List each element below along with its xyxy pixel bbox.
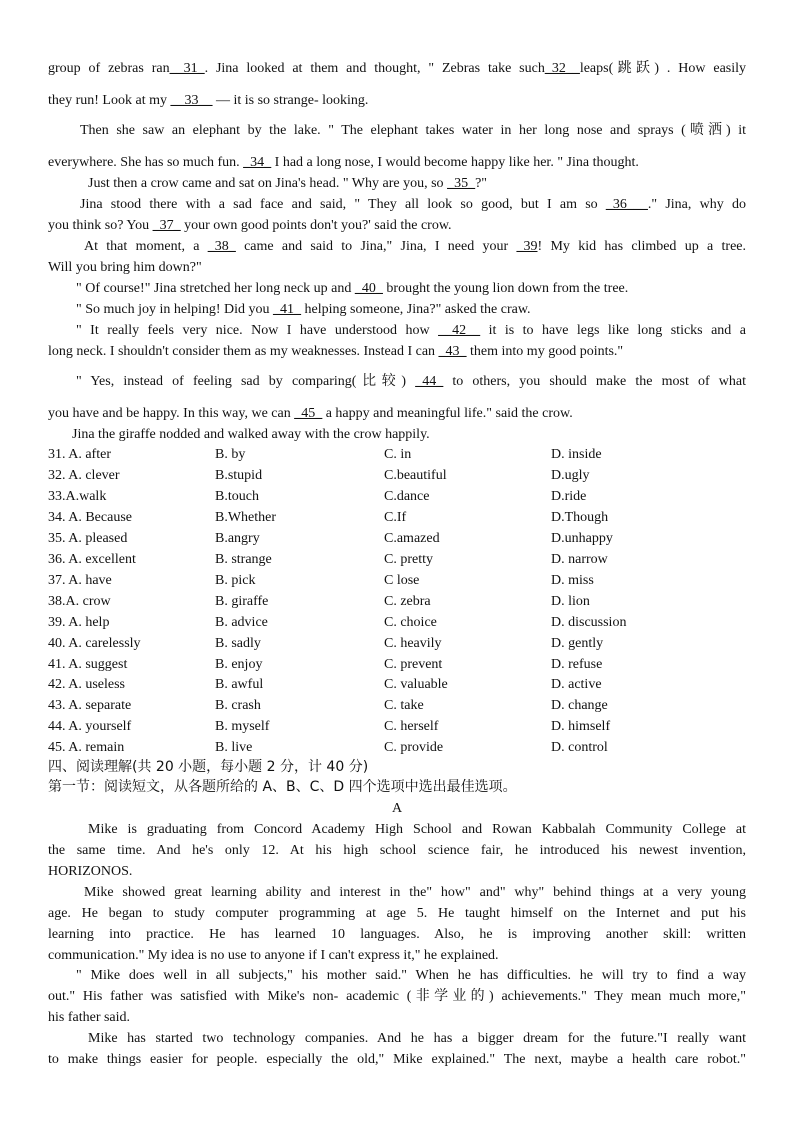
option-d[interactable]: D. control [551, 740, 608, 755]
option-d[interactable]: D.ugly [551, 468, 590, 483]
passage-line: age. He began to study computer programming at age 5. He taught himself on the Internet and put his [48, 906, 746, 921]
option-a[interactable]: 40. A. carelessly [48, 636, 141, 651]
passage-line: the same time. And he's only 12. At his high school science fair, he introduced his newest invention, [48, 843, 746, 858]
blank-45[interactable]: _45_ [294, 406, 323, 421]
blank-36[interactable]: _36___ [605, 197, 648, 212]
option-b[interactable]: B. giraffe [215, 594, 269, 609]
option-b[interactable]: B.angry [215, 531, 260, 546]
blank-39[interactable]: _39 [516, 239, 538, 254]
story-line: Then she saw an elephant by the lake. " The elephant takes water in her long nose and sprays (喷洒) it [80, 123, 746, 138]
passage-line: Mike showed great learning ability and interest in the" how" and" why" behind things at a very young [84, 885, 746, 900]
option-d[interactable]: D. refuse [551, 657, 603, 672]
option-c[interactable]: C. prevent [384, 657, 443, 672]
option-c[interactable]: C. herself [384, 719, 439, 734]
option-c[interactable]: C. valuable [384, 677, 448, 692]
blank-42[interactable]: __42__ [438, 323, 481, 338]
option-c[interactable]: C. provide [384, 740, 444, 755]
option-c[interactable]: C.If [384, 510, 407, 525]
option-b[interactable]: B.Whether [215, 510, 277, 525]
option-a[interactable]: 41. A. suggest [48, 657, 128, 672]
option-a[interactable]: 32. A. clever [48, 468, 120, 483]
option-c[interactable]: C. heavily [384, 636, 442, 651]
story-line: " It really feels very nice. Now I have understood how __42__ it is to have legs like long sticks and a [76, 323, 746, 338]
option-b[interactable]: B.stupid [215, 468, 263, 483]
blank-35[interactable]: _35_ [447, 176, 476, 191]
passage-line: " Mike does well in all subjects," his mother said." When he has difficulties. he will try to find a way [76, 968, 746, 983]
option-b[interactable]: B. sadly [215, 636, 261, 651]
blank-37[interactable]: _37_ [152, 218, 181, 233]
option-b[interactable]: B. myself [215, 719, 270, 734]
option-c[interactable]: C.beautiful [384, 468, 447, 483]
story-line: everywhere. She has so much fun. _34_ I had a long nose, I would become happy like her. " Jina thought. [48, 155, 639, 170]
story-line: " Yes, instead of feeling sad by comparing(比较) _44_ to others, you should make the most of what [76, 374, 746, 389]
story-line: you have and be happy. In this way, we can _45_ a happy and meaningful life." said the crow. [48, 406, 573, 421]
option-d[interactable]: D. lion [551, 594, 590, 609]
blank-34[interactable]: _34_ [243, 155, 272, 170]
passage-line: learning into practice. He has learned 10 languages. Also, he is improving another skill: written [48, 927, 746, 942]
option-d[interactable]: D. inside [551, 447, 602, 462]
option-b[interactable]: B. by [215, 447, 246, 462]
option-d[interactable]: D. change [551, 698, 608, 713]
blank-44[interactable]: _44_ [415, 374, 444, 389]
passage-label: A [391, 801, 403, 816]
passage-line: his father said. [48, 1010, 131, 1025]
story-line: they run! Look at my __33__ — it is so strange- looking. [48, 93, 369, 108]
option-d[interactable]: D.ride [551, 489, 587, 504]
story-line: Jina stood there with a sad face and said, " They all look so good, but I am so _36___." Jina, why do [80, 197, 746, 212]
story-line: Will you bring him down?" [48, 260, 202, 275]
option-a[interactable]: 42. A. useless [48, 677, 125, 692]
option-a[interactable]: 39. A. help [48, 615, 110, 630]
option-c[interactable]: C.amazed [384, 531, 440, 546]
passage-line: Mike is graduating from Concord Academy High School and Rowan Kabbalah Community College at [88, 822, 746, 837]
section-heading: 四、阅读理解(共 20 小题，每小题 2 分，计 40 分) [48, 759, 369, 775]
story-line: you think so? You _37_ your own good points don't you?' said the crow. [48, 218, 452, 233]
story-line: Jina the giraffe nodded and walked away with the crow happily. [72, 427, 430, 442]
story-line: " Of course!" Jina stretched her long neck up and _40_ brought the young lion down from the tree. [76, 281, 629, 296]
story-line: group of zebras ran__31_. Jina looked at them and thought, " Zebras take such_32__leaps(跳跃) . How easily [48, 61, 747, 76]
option-a[interactable]: 43. A. separate [48, 698, 132, 713]
option-b[interactable]: B. strange [215, 552, 272, 567]
option-a[interactable]: 36. A. excellent [48, 552, 136, 567]
option-c[interactable]: C. choice [384, 615, 437, 630]
option-d[interactable]: D.Though [551, 510, 609, 525]
option-b[interactable]: B. crash [215, 698, 261, 713]
option-b[interactable]: B. awful [215, 677, 264, 692]
option-b[interactable]: B.touch [215, 489, 259, 504]
option-a[interactable]: 45. A. remain [48, 740, 125, 755]
blank-38[interactable]: _38_ [207, 239, 236, 254]
passage-line: Mike has started two technology companies. And he has a bigger dream for the future."I really want [88, 1031, 746, 1046]
option-a[interactable]: 37. A. have [48, 573, 112, 588]
blank-41[interactable]: _41_ [273, 302, 302, 317]
passage-line: HORIZONOS. [48, 864, 133, 879]
blank-40[interactable]: _40_ [354, 281, 383, 296]
option-c[interactable]: C. zebra [384, 594, 431, 609]
blank-31[interactable]: __31_ [169, 61, 205, 76]
option-c[interactable]: C. take [384, 698, 424, 713]
option-a[interactable]: 33.A.walk [48, 489, 107, 504]
option-d[interactable]: D. narrow [551, 552, 608, 567]
option-d[interactable]: D. gently [551, 636, 604, 651]
option-b[interactable]: B. live [215, 740, 253, 755]
passage-line: out." His father was satisfied with Mike's non- academic (非学业的) achievements." They mean much more," [48, 989, 746, 1004]
option-a[interactable]: 35. A. pleased [48, 531, 128, 546]
option-c[interactable]: C lose [384, 573, 420, 588]
story-line: At that moment, a _38_ came and said to Jina," Jina, I need your _39! My kid has climbed up a tree. [84, 239, 747, 254]
option-a[interactable]: 34. A. Because [48, 510, 132, 525]
option-c[interactable]: C. pretty [384, 552, 433, 567]
option-d[interactable]: D. discussion [551, 615, 627, 630]
option-a[interactable]: 38.A. crow [48, 594, 111, 609]
option-d[interactable]: D. miss [551, 573, 594, 588]
option-b[interactable]: B. advice [215, 615, 268, 630]
option-a[interactable]: 31. A. after [48, 447, 111, 462]
story-line: long neck. I shouldn't consider them as my weaknesses. Instead I can _43_ them into my good points." [48, 344, 624, 359]
option-d[interactable]: D.unhappy [551, 531, 613, 546]
blank-33[interactable]: __33__ [170, 93, 213, 108]
story-line: Just then a crow came and sat on Jina's head. " Why are you, so _35_?" [88, 176, 487, 191]
option-d[interactable]: D. himself [551, 719, 611, 734]
option-c[interactable]: C.dance [384, 489, 430, 504]
option-d[interactable]: D. active [551, 677, 602, 692]
section-instruction: 第一节：阅读短文，从各题所给的 A、B、C、D 四个选项中选出最佳选项。 [48, 779, 517, 795]
option-c[interactable]: C. in [384, 447, 412, 462]
passage-line: to make things easier for people. especially the old," Mike explained." The next, maybe a health care robot." [48, 1052, 746, 1067]
option-b[interactable]: B. pick [215, 573, 256, 588]
option-b[interactable]: B. enjoy [215, 657, 263, 672]
passage-line: communication." My idea is no use to anyone if I can't express it," he explained. [48, 948, 499, 963]
blank-32[interactable]: _32__ [544, 61, 580, 76]
blank-43[interactable]: _43_ [438, 344, 467, 359]
option-a[interactable]: 44. A. yourself [48, 719, 132, 734]
story-line: " So much joy in helping! Did you _41_ helping someone, Jina?" asked the craw. [76, 302, 531, 317]
